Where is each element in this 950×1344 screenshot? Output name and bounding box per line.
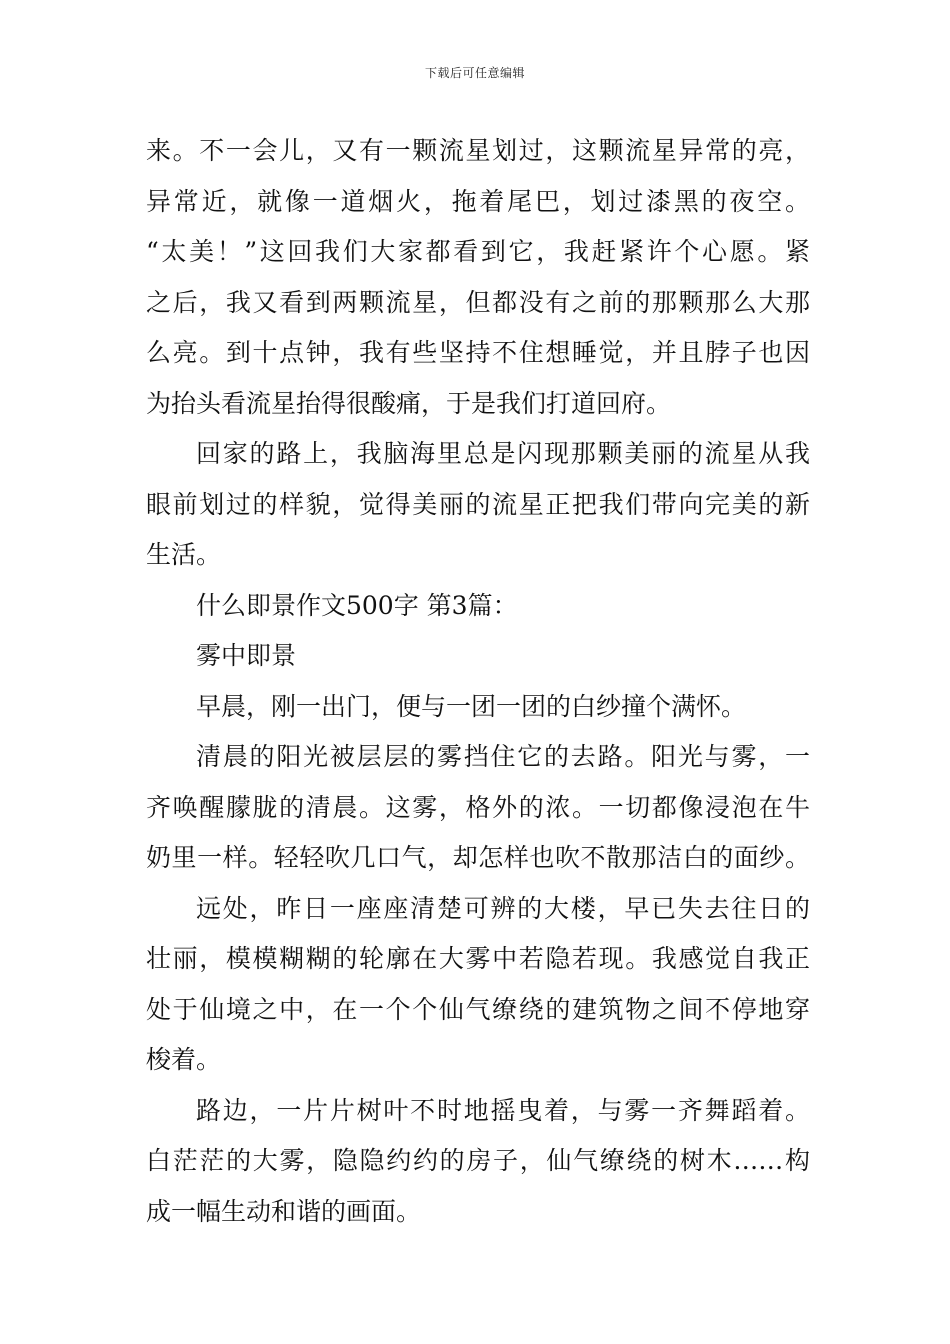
text-line: 路边，一片片树叶不时地摇曳着，与雾一齐舞蹈着。 — [196, 1095, 810, 1125]
text-line: 成一幅生动和谐的画面。 — [146, 1196, 422, 1226]
section-heading: 什么即景作文500字 第3篇： — [196, 590, 518, 620]
page-header: 下载后可任意编辑 — [424, 66, 525, 80]
text-line: 梭着。 — [146, 1045, 222, 1074]
text-line: 早晨，刚一出门，便与一团一团的白纱撞个满怀。 — [196, 691, 747, 721]
text-line: 回家的路上，我脑海里总是闪现那颗美丽的流星从我 — [196, 439, 810, 468]
text-line: 奶里一样。轻轻吹几口气，却怎样也吹不散那洁白的面纱。 — [146, 843, 810, 872]
text-line: 远处，昨日一座座清楚可辨的大楼，早已失去往日的 — [196, 893, 810, 923]
text-line: “太美！”这回我们大家都看到它，我赶紧许个心愿。紧 — [146, 237, 810, 266]
text-line: 壮丽，模模糊糊的轮廓在大雾中若隐若现。我感觉自我正 — [146, 944, 810, 973]
text-line: 之后，我又看到两颗流星，但都没有之前的那颗那么大那 — [146, 287, 810, 317]
text-line: 生活。 — [146, 540, 222, 569]
text-line: 异常近，就像一道烟火，拖着尾巴，划过漆黑的夜空。 — [146, 186, 810, 216]
text-line: 来。不一会儿，又有一颗流星划过，这颗流星异常的亮， — [146, 136, 810, 165]
essay-title: 雾中即景 — [196, 641, 297, 670]
text-line: 白茫茫的大雾，隐隐约约的房子，仙气缭绕的树木……构 — [146, 1146, 810, 1175]
text-line: 么亮。到十点钟，我有些坚持不住想睡觉，并且脖子也因 — [146, 338, 810, 367]
text-line: 眼前划过的样貌，觉得美丽的流星正把我们带向完美的新 — [146, 489, 810, 519]
text-line: 为抬头看流星抬得很酸痛，于是我们打道回府。 — [146, 388, 672, 418]
text-line: 齐唤醒朦胧的清晨。这雾，格外的浓。一切都像浸泡在牛 — [146, 792, 810, 822]
text-line: 清晨的阳光被层层的雾挡住它的去路。阳光与雾，一 — [196, 742, 810, 771]
text-line: 处于仙境之中，在一个个仙气缭绕的建筑物之间不停地穿 — [146, 994, 810, 1024]
document-body — [146, 126, 810, 1237]
